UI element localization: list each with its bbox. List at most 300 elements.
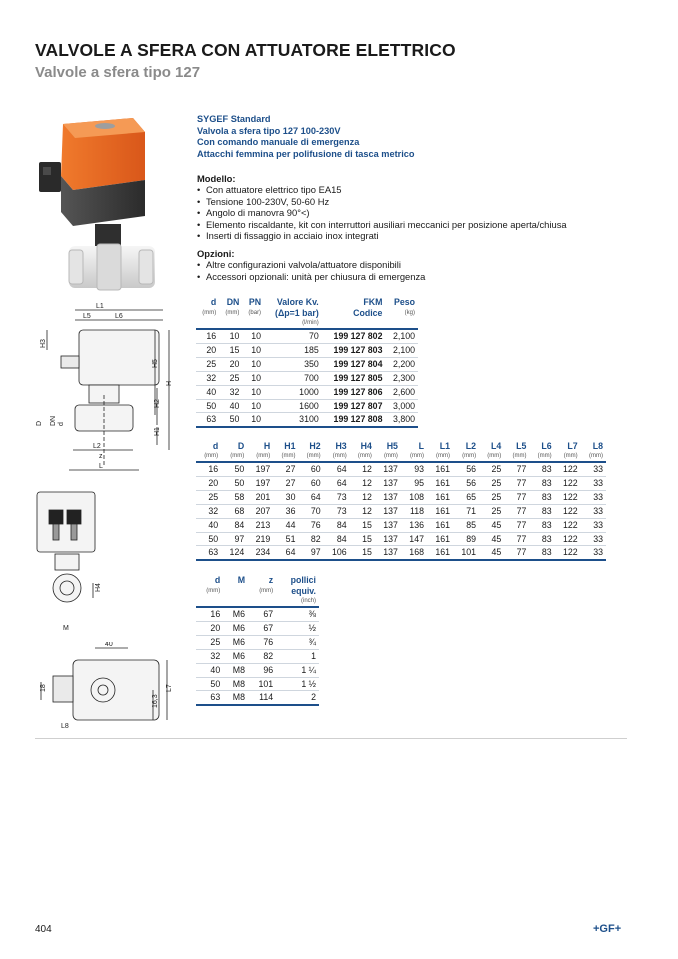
col-header: H5 — [386, 441, 398, 451]
table-cell: 10 — [242, 371, 264, 385]
col-unit: (mm) — [462, 453, 477, 459]
options-heading: Opzioni: — [197, 248, 235, 259]
col-unit: (mm) — [589, 453, 603, 459]
table-cell: 700 — [264, 371, 322, 385]
table-cell: 33 — [581, 532, 606, 546]
dim-label: L5 — [83, 313, 91, 320]
col-header: L6 — [541, 441, 552, 451]
col-unit: (mm) — [256, 453, 271, 459]
table-cell: 2,100 — [385, 329, 418, 343]
table-cell: 199 127 808 — [322, 413, 386, 427]
table-cell: 84 — [221, 518, 247, 532]
table-cell: ½ — [276, 621, 319, 635]
table-cell: 50 — [196, 399, 219, 413]
table-cell: 199 127 803 — [322, 343, 386, 357]
table-cell: 64 — [298, 490, 323, 504]
table-cell: 33 — [581, 518, 606, 532]
table-cell: 2,100 — [385, 343, 418, 357]
col-header: Peso — [393, 297, 415, 307]
col-unit: (kg) — [404, 310, 415, 316]
table-row — [196, 462, 606, 476]
table-cell: ⅜ — [276, 607, 319, 621]
model-item: • Con attuatore elettrico tipo EA15 — [197, 184, 567, 195]
model-item: • Angolo di manovra 90°<) — [197, 207, 567, 218]
col-unit: (mm) — [204, 453, 219, 459]
table-cell: ¾ — [276, 635, 319, 649]
table-row — [196, 607, 319, 621]
table-cell: 45 — [479, 546, 504, 560]
table-row — [196, 399, 418, 413]
table-row — [196, 677, 319, 691]
table-cell: 16 — [196, 329, 219, 343]
table-cell: 50 — [221, 462, 247, 476]
table-cell: 32 — [196, 371, 219, 385]
product-photo — [33, 112, 161, 302]
gf-logo: +GF+ — [593, 923, 622, 935]
table-cell: 168 — [401, 546, 427, 560]
table-cell: 50 — [219, 413, 242, 427]
dim-label: 18 — [40, 684, 47, 692]
col-unit: (mm) — [563, 453, 578, 459]
table-cell: 96 — [248, 663, 276, 677]
table-row — [196, 371, 418, 385]
table-row — [196, 413, 418, 427]
dim-label: 40 — [105, 642, 113, 648]
table-cell: 197 — [247, 462, 273, 476]
table-cell: 1 ¼ — [276, 663, 319, 677]
table-cell: 77 — [504, 518, 529, 532]
drawing-front-view — [33, 488, 113, 638]
table-cell: 137 — [375, 462, 401, 476]
table-cell: 199 127 805 — [322, 371, 386, 385]
footer-divider — [35, 738, 627, 739]
dim-label: H — [166, 380, 173, 386]
table-cell: 161 — [427, 462, 453, 476]
dim-label: H2 — [154, 399, 161, 408]
table-cell: 10 — [242, 357, 264, 371]
table-cell: 27 — [273, 462, 298, 476]
col-header: L — [418, 441, 424, 451]
model-section — [197, 173, 567, 241]
table-cell: 40 — [196, 663, 223, 677]
table-inserts — [196, 575, 319, 706]
dim-label: H5 — [152, 359, 159, 368]
table-cell: 45 — [479, 532, 504, 546]
table-cell: 10 — [242, 343, 264, 357]
table-cell: 20 — [196, 621, 223, 635]
table-cell: 12 — [350, 504, 375, 518]
col-header: Codice — [353, 308, 383, 318]
model-item: • Tensione 100-230V, 50-60 Hz — [197, 196, 567, 207]
table-cell: 95 — [401, 476, 427, 490]
table-cell: 63 — [196, 691, 223, 705]
table-cell: 77 — [504, 462, 529, 476]
table-cell: 3100 — [264, 413, 322, 427]
table-cell: 12 — [350, 462, 375, 476]
table-cell: 122 — [555, 462, 581, 476]
table-cell: 77 — [504, 532, 529, 546]
table-cell: 1 ½ — [276, 677, 319, 691]
model-item: • Inserti di fissaggio in acciaio inox integrati — [197, 230, 567, 241]
table-cell: 77 — [504, 476, 529, 490]
table-cell: 76 — [248, 635, 276, 649]
table-cell: 15 — [350, 518, 375, 532]
table-cell: 197 — [247, 476, 273, 490]
table-cell: 70 — [264, 329, 322, 343]
col-unit: (mm) — [306, 453, 321, 459]
col-unit: (mm) — [332, 453, 347, 459]
table-row — [196, 504, 606, 518]
table-cell: 97 — [298, 546, 323, 560]
table-cell: 161 — [427, 476, 453, 490]
table-dimensions — [196, 441, 606, 561]
col-unit: (mm) — [409, 453, 424, 459]
table-cell: 84 — [324, 518, 350, 532]
table-cell: 36 — [273, 504, 298, 518]
table-cell: 106 — [324, 546, 350, 560]
table-cell: 40 — [196, 518, 221, 532]
table-cell: 56 — [453, 462, 479, 476]
col-unit: (mm) — [202, 310, 217, 316]
intro-line: Valvola a sfera tipo 127 100-230V — [197, 125, 341, 136]
table-cell: 63 — [196, 546, 221, 560]
table-cell: 25 — [196, 635, 223, 649]
options-section — [197, 248, 425, 282]
table-cell: 25 — [479, 476, 504, 490]
col-header: H2 — [309, 441, 321, 451]
table-cell: 25 — [219, 371, 242, 385]
table-cell: 199 127 802 — [322, 329, 386, 343]
dim-label: H1 — [154, 427, 161, 436]
dim-label: H4 — [95, 583, 102, 592]
dim-label: 16,3 — [152, 694, 159, 708]
table-cell: 16 — [196, 607, 223, 621]
table-cell: 56 — [453, 476, 479, 490]
table-cell: 15 — [219, 343, 242, 357]
table-cell: 122 — [555, 490, 581, 504]
col-header: L7 — [567, 441, 578, 451]
dim-label: z — [99, 453, 103, 460]
col-unit: (mm) — [225, 310, 240, 316]
page-title: VALVOLE A SFERA CON ATTUATORE ELETTRICO — [35, 40, 456, 60]
table-cell: 73 — [324, 504, 350, 518]
col-header: H3 — [335, 441, 347, 451]
table-cell: 50 — [196, 532, 221, 546]
table-cell: 77 — [504, 546, 529, 560]
table-cell: 25 — [196, 490, 221, 504]
table-cell: 124 — [221, 546, 247, 560]
table-cell: 207 — [247, 504, 273, 518]
model-heading: Modello: — [197, 173, 236, 184]
table-cell: 71 — [453, 504, 479, 518]
table-cell: M6 — [223, 635, 248, 649]
table-cell: 83 — [529, 476, 554, 490]
col-header: M — [237, 575, 246, 585]
table-cell: 114 — [248, 691, 276, 705]
page-subtitle: Valvole a sfera tipo 127 — [35, 64, 201, 81]
col-unit: (mm) — [281, 453, 296, 459]
table-cell: 122 — [555, 532, 581, 546]
dim-label: M — [63, 625, 69, 632]
table-cell: 93 — [401, 462, 427, 476]
table-cell: 147 — [401, 532, 427, 546]
table-cell: 83 — [529, 490, 554, 504]
table-cell: 122 — [555, 518, 581, 532]
col-header: FKM — [363, 297, 383, 307]
dim-label: L1 — [96, 303, 104, 310]
table-cell: 350 — [264, 357, 322, 371]
table-cell: 25 — [479, 462, 504, 476]
col-header: L2 — [465, 441, 477, 451]
col-header: (Δp=1 bar) — [275, 308, 319, 318]
table-cell: M6 — [223, 607, 248, 621]
table-cell: 15 — [350, 532, 375, 546]
col-header: H4 — [360, 441, 372, 451]
table-cell: 2,600 — [385, 385, 418, 399]
table-cell: 10 — [242, 329, 264, 343]
col-unit: (l/min) — [302, 320, 319, 326]
col-header: H — [263, 441, 271, 451]
table-cell: 58 — [221, 490, 247, 504]
dim-label: L — [99, 463, 103, 470]
table-cell: 122 — [555, 476, 581, 490]
col-header: DN — [226, 297, 240, 307]
table-cell: 2 — [276, 691, 319, 705]
options-item: • Altre configurazioni valvola/attuatore disponibili — [197, 259, 425, 270]
table-cell: 108 — [401, 490, 427, 504]
table-cell: 2,200 — [385, 357, 418, 371]
col-unit: (mm) — [436, 453, 451, 459]
drawing-top-view — [33, 642, 183, 732]
table-cell: 83 — [529, 532, 554, 546]
col-header: PN — [248, 297, 262, 307]
table-row — [196, 546, 606, 560]
table-cell: 83 — [529, 462, 554, 476]
table-row — [196, 649, 319, 663]
table-cell: 201 — [247, 490, 273, 504]
col-header: L1 — [439, 441, 451, 451]
col-header: Valore Kv. — [276, 297, 319, 307]
col-header: L4 — [490, 441, 502, 451]
table-cell: 70 — [298, 504, 323, 518]
table-cell: 185 — [264, 343, 322, 357]
table-row — [196, 476, 606, 490]
table-cell: 118 — [401, 504, 427, 518]
col-unit: (mm) — [230, 453, 245, 459]
table-cell: 65 — [453, 490, 479, 504]
table-cell: 77 — [504, 504, 529, 518]
table-cell: 33 — [581, 504, 606, 518]
table-codes — [196, 297, 418, 428]
table-cell: 33 — [581, 546, 606, 560]
table-cell: 60 — [298, 462, 323, 476]
table-cell: 122 — [555, 504, 581, 518]
col-header: d — [212, 441, 219, 451]
table-cell: 60 — [298, 476, 323, 490]
col-unit: (bar) — [248, 310, 262, 316]
table-cell: 67 — [248, 607, 276, 621]
table-cell: 10 — [242, 385, 264, 399]
table-cell: 85 — [453, 518, 479, 532]
table-cell: 83 — [529, 504, 554, 518]
table-cell: 16 — [196, 462, 221, 476]
table-row — [196, 357, 418, 371]
table-cell: 137 — [375, 518, 401, 532]
table-cell: 40 — [196, 385, 219, 399]
table-cell: 51 — [273, 532, 298, 546]
table-cell: 83 — [529, 546, 554, 560]
col-header: d — [214, 575, 221, 585]
table-cell: 199 127 804 — [322, 357, 386, 371]
table-cell: 161 — [427, 490, 453, 504]
col-header: H1 — [284, 441, 296, 451]
col-header: L5 — [516, 441, 527, 451]
table-cell: 137 — [375, 490, 401, 504]
table-cell: 33 — [581, 476, 606, 490]
options-item: • Accessori opzionali: unità per chiusura di emergenza — [197, 271, 425, 282]
table-cell: 33 — [581, 490, 606, 504]
table-cell: 25 — [196, 357, 219, 371]
table-cell: 83 — [529, 518, 554, 532]
table-cell: 45 — [479, 518, 504, 532]
col-unit: (mm) — [206, 588, 221, 594]
table-cell: 199 127 806 — [322, 385, 386, 399]
table-row — [196, 518, 606, 532]
table-cell: 15 — [350, 546, 375, 560]
table-cell: 3,000 — [385, 399, 418, 413]
table-cell: 32 — [219, 385, 242, 399]
table-row — [196, 621, 319, 635]
col-unit: (mm) — [537, 453, 552, 459]
table-cell: 10 — [242, 399, 264, 413]
table-cell: 12 — [350, 490, 375, 504]
table-cell: 219 — [247, 532, 273, 546]
dim-label: H3 — [40, 339, 47, 348]
intro-line: Con comando manuale di emergenza — [197, 137, 360, 147]
table-cell: 67 — [248, 621, 276, 635]
table-cell: 30 — [273, 490, 298, 504]
table-cell: 50 — [221, 476, 247, 490]
col-header: equiv. — [291, 586, 316, 596]
col-unit: (mm) — [512, 453, 527, 459]
table-cell: 32 — [196, 649, 223, 663]
table-cell: 137 — [375, 504, 401, 518]
table-cell: 137 — [375, 476, 401, 490]
dim-label: L7 — [166, 684, 173, 692]
table-cell: 3,800 — [385, 413, 418, 427]
table-cell: 12 — [350, 476, 375, 490]
table-cell: 199 127 807 — [322, 399, 386, 413]
drawing-side-view — [33, 300, 183, 480]
table-cell: M8 — [223, 677, 248, 691]
table-cell: 25 — [479, 504, 504, 518]
table-cell: 97 — [221, 532, 247, 546]
table-cell: 1000 — [264, 385, 322, 399]
table-cell: 137 — [375, 532, 401, 546]
table-cell: 82 — [248, 649, 276, 663]
table-cell: 234 — [247, 546, 273, 560]
table-cell: 64 — [324, 462, 350, 476]
dim-label: D — [36, 420, 43, 426]
table-row — [196, 343, 418, 357]
dim-label: DN — [50, 415, 57, 426]
dim-label: d — [58, 422, 65, 426]
table-cell: 64 — [324, 476, 350, 490]
table-cell: 84 — [324, 532, 350, 546]
table-cell: 77 — [504, 490, 529, 504]
table-cell: 161 — [427, 504, 453, 518]
col-header: z — [268, 575, 274, 585]
col-header: pollici — [290, 575, 316, 585]
intro-line: Attacchi femmina per polifusione di tasca metrico — [197, 148, 415, 159]
table-cell: 63 — [196, 413, 219, 427]
col-header: d — [210, 297, 217, 307]
table-cell: 1 — [276, 649, 319, 663]
table-cell: 213 — [247, 518, 273, 532]
intro-line: SYGEF Standard — [197, 114, 271, 124]
table-cell: 20 — [196, 476, 221, 490]
table-row — [196, 385, 418, 399]
table-cell: M6 — [223, 649, 248, 663]
table-cell: 161 — [427, 546, 453, 560]
table-cell: 64 — [273, 546, 298, 560]
col-unit: (mm) — [259, 588, 274, 594]
table-cell: 137 — [375, 546, 401, 560]
table-row — [196, 490, 606, 504]
table-cell: 122 — [555, 546, 581, 560]
product-intro — [197, 114, 415, 160]
table-row — [196, 635, 319, 649]
table-cell: 33 — [581, 462, 606, 476]
table-cell: 161 — [427, 532, 453, 546]
dim-label: L8 — [61, 723, 69, 730]
table-cell: 101 — [248, 677, 276, 691]
table-cell: 161 — [427, 518, 453, 532]
table-cell: 25 — [479, 490, 504, 504]
table-cell: 20 — [219, 357, 242, 371]
col-unit: (inch) — [300, 598, 316, 604]
table-cell: M8 — [223, 691, 248, 705]
col-header: D — [237, 441, 245, 451]
col-header: L8 — [592, 441, 603, 451]
table-cell: 44 — [273, 518, 298, 532]
table-cell: 68 — [221, 504, 247, 518]
table-cell: 73 — [324, 490, 350, 504]
table-cell: 32 — [196, 504, 221, 518]
table-cell: 10 — [242, 413, 264, 427]
table-cell: 20 — [196, 343, 219, 357]
col-unit: (mm) — [383, 453, 398, 459]
model-item: • Elemento riscaldante, kit con interruttori ausiliari meccanici per posizione aperta/chiusa — [197, 219, 567, 230]
col-unit: (mm) — [487, 453, 502, 459]
table-cell: M6 — [223, 621, 248, 635]
col-unit: (mm) — [357, 453, 372, 459]
table-row — [196, 532, 606, 546]
table-cell: 136 — [401, 518, 427, 532]
dim-label: L2 — [93, 443, 101, 450]
table-cell: 10 — [219, 329, 242, 343]
table-cell: 50 — [196, 677, 223, 691]
table-cell: 1600 — [264, 399, 322, 413]
table-cell: 27 — [273, 476, 298, 490]
table-row — [196, 663, 319, 677]
dim-label: L6 — [115, 313, 123, 320]
table-cell: 89 — [453, 532, 479, 546]
table-cell: M8 — [223, 663, 248, 677]
table-cell: 40 — [219, 399, 242, 413]
table-cell: 101 — [453, 546, 479, 560]
table-cell: 2,300 — [385, 371, 418, 385]
